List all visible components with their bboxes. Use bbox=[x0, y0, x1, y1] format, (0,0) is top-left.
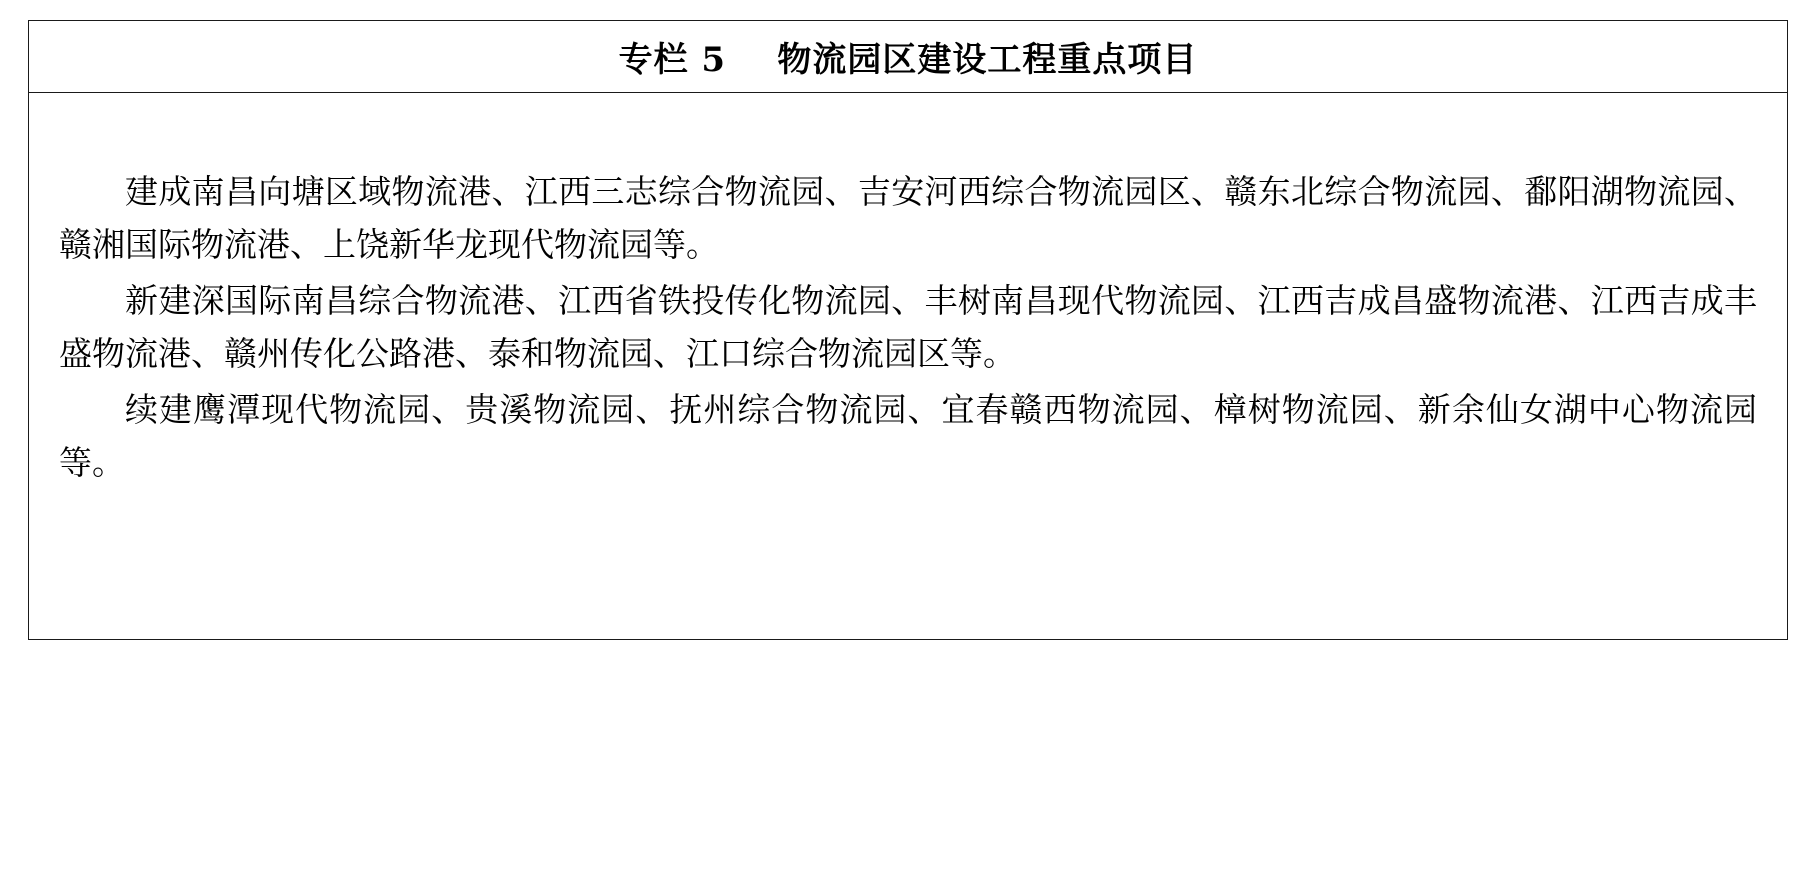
paragraph-built: 建成南昌向塘区域物流港、江西三志综合物流园、吉安河西综合物流园区、赣东北综合物流园、鄱阳湖物流园、赣湘国际物流港、上饶新华龙现代物流园等。 bbox=[59, 172, 1757, 265]
panel-header bbox=[29, 21, 1787, 93]
feature-box-panel bbox=[28, 20, 1788, 640]
panel-body bbox=[29, 93, 1787, 512]
paragraph-continued: 续建鹰潭现代物流园、贵溪物流园、抚州综合物流园、宜春赣西物流园、樟树物流园、新余仙女湖中心物流园等。 bbox=[59, 389, 1757, 483]
paragraph-new: 新建深国际南昌综合物流港、江西省铁投传化物流园、丰树南昌现代物流园、江西吉成昌盛物流港、江西吉成丰盛物流港、赣州传化公路港、泰和物流园、江口综合物流园区等。 bbox=[59, 280, 1757, 374]
page-title: 专栏 5 物流园区建设工程重点项目 bbox=[618, 40, 1198, 80]
